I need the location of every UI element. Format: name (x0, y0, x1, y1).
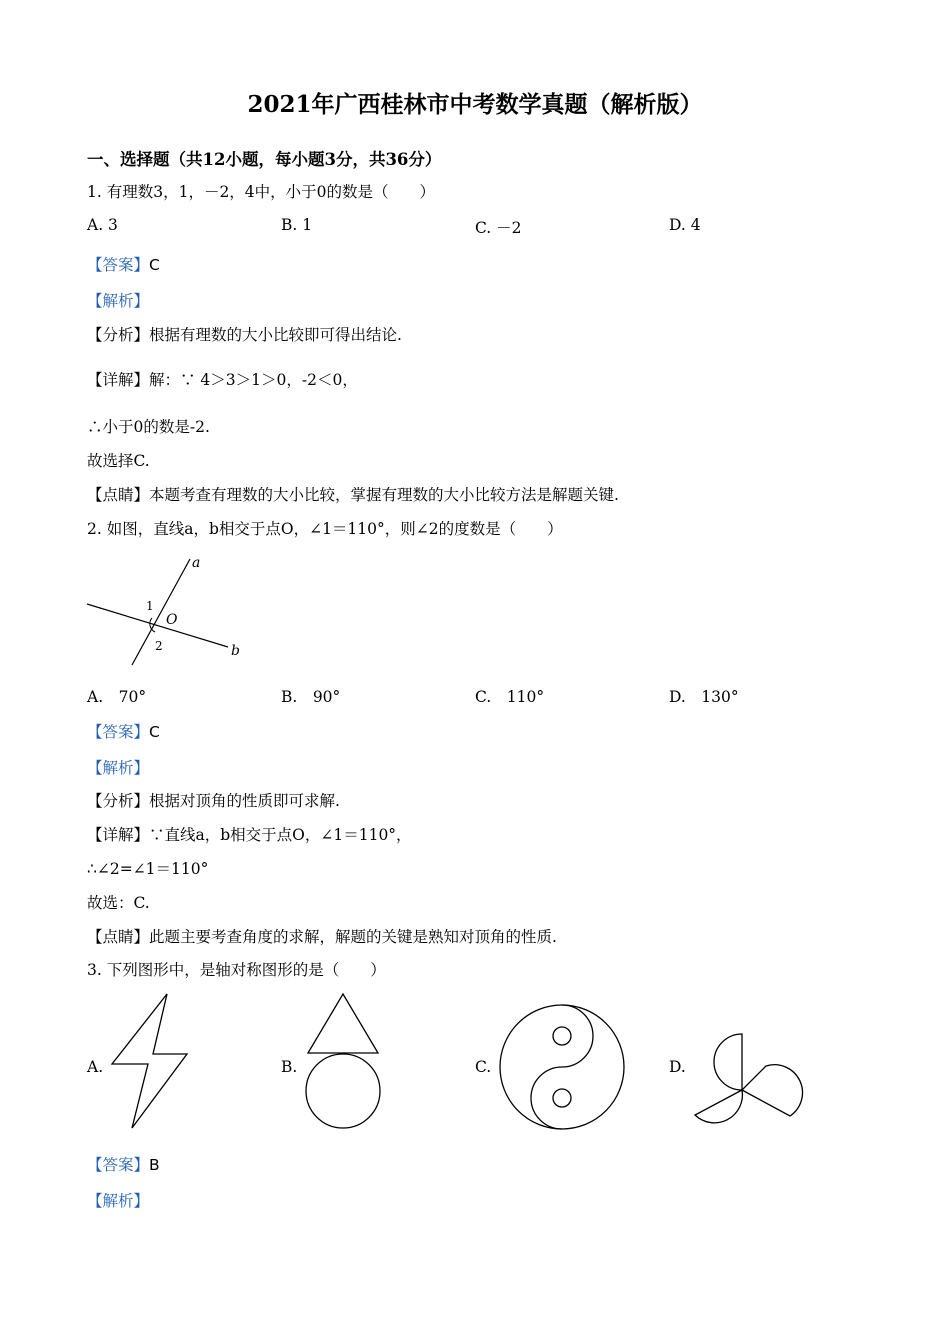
label-a: a (192, 555, 201, 571)
lower-petal (695, 1090, 742, 1123)
pinwheel-figure (692, 1032, 802, 1137)
q1-analysis-tag: 【解析】 (87, 292, 150, 310)
q2-analysis-tag: 【解析】 (87, 759, 150, 777)
label-angle-2: 2 (155, 639, 163, 653)
q2-fenxi: 【分析】根据对顶角的性质即可求解. (87, 792, 340, 810)
s-curve (531, 1005, 593, 1129)
q2-choice: 故选：C. (87, 894, 150, 912)
lightning-bolt-figure (110, 992, 190, 1132)
q1-option-d: D. 4 (669, 216, 701, 234)
q1-answer-row (87, 253, 160, 275)
q3-analysis-tag: 【解析】 (87, 1192, 150, 1210)
q3-option-a: A. (87, 1058, 104, 1076)
q2-option-b: B. 90° (281, 688, 341, 706)
label-b: b (231, 643, 240, 659)
q2-option-d: D. 130° (669, 688, 739, 706)
yin-yang-figure (498, 1001, 628, 1135)
q2-answer-row (87, 720, 160, 742)
q3-stem: 3. 下列图形中，是轴对称图形的是（ ） (87, 961, 386, 979)
q2-answer: C (149, 723, 160, 741)
q2-conclusion: ∴∠2=∠1＝110° (87, 860, 209, 878)
q3-option-d: D. (669, 1058, 686, 1076)
triangle-over-circle-figure (303, 992, 383, 1132)
q1-dianjing: 【点睛】本题考查有理数的大小比较，掌握有理数的大小比较方法是解题关键. (87, 486, 619, 504)
label-o: O (166, 612, 178, 628)
q3-option-b: B. (281, 1058, 298, 1076)
q1-conclusion: ∴小于0的数是-2. (87, 418, 210, 436)
q3-option-c: C. (475, 1058, 492, 1076)
q1-answer: C (149, 256, 160, 274)
circle-shape (306, 1054, 380, 1128)
lower-dot (553, 1089, 571, 1107)
q2-option-c: C. 110° (475, 688, 545, 706)
q2-intersecting-lines-figure (80, 552, 250, 677)
q2-stem: 2. 如图，直线a，b相交于点O，∠1＝110°，则∠2的度数是（ ） (87, 520, 563, 538)
upper-dot (553, 1027, 571, 1045)
q1-xiangjie: 【详解】解：∵ 4＞3＞1＞0，-2＜0， (87, 371, 358, 389)
q2-answer-tag: 【答案】 (87, 723, 150, 741)
q1-option-c: C. －2 (475, 219, 522, 237)
label-angle-1: 1 (146, 599, 154, 613)
triangle-shape (308, 994, 378, 1053)
section-heading: 一、选择题（共12小题，每小题3分，共36分） (87, 150, 442, 169)
page-title: 2021年广西桂林市中考数学真题（解析版） (247, 91, 703, 118)
q1-option-a: A. 3 (87, 216, 118, 234)
upper-petal (714, 1034, 742, 1090)
q1-fenxi: 【分析】根据有理数的大小比较即可得出结论. (87, 326, 402, 344)
q1-choice: 故选择C. (87, 452, 150, 470)
q2-dianjing: 【点睛】此题主要考查角度的求解，解题的关键是熟知对顶角的性质. (87, 928, 557, 946)
q3-answer: B (149, 1156, 160, 1174)
q1-option-b: B. 1 (281, 216, 313, 234)
q3-answer-tag: 【答案】 (87, 1156, 150, 1174)
q3-answer-row (87, 1153, 160, 1175)
right-petal (742, 1065, 803, 1116)
lightning-bolt-shape (112, 994, 187, 1128)
q1-stem: 1. 有理数3，1，－2，4中，小于0的数是（ ） (87, 183, 436, 201)
q1-answer-tag: 【答案】 (87, 256, 150, 274)
q2-option-a: A. 70° (87, 688, 147, 706)
q2-xiangjie: 【详解】∵直线a，b相交于点O，∠1＝110°， (87, 826, 412, 844)
